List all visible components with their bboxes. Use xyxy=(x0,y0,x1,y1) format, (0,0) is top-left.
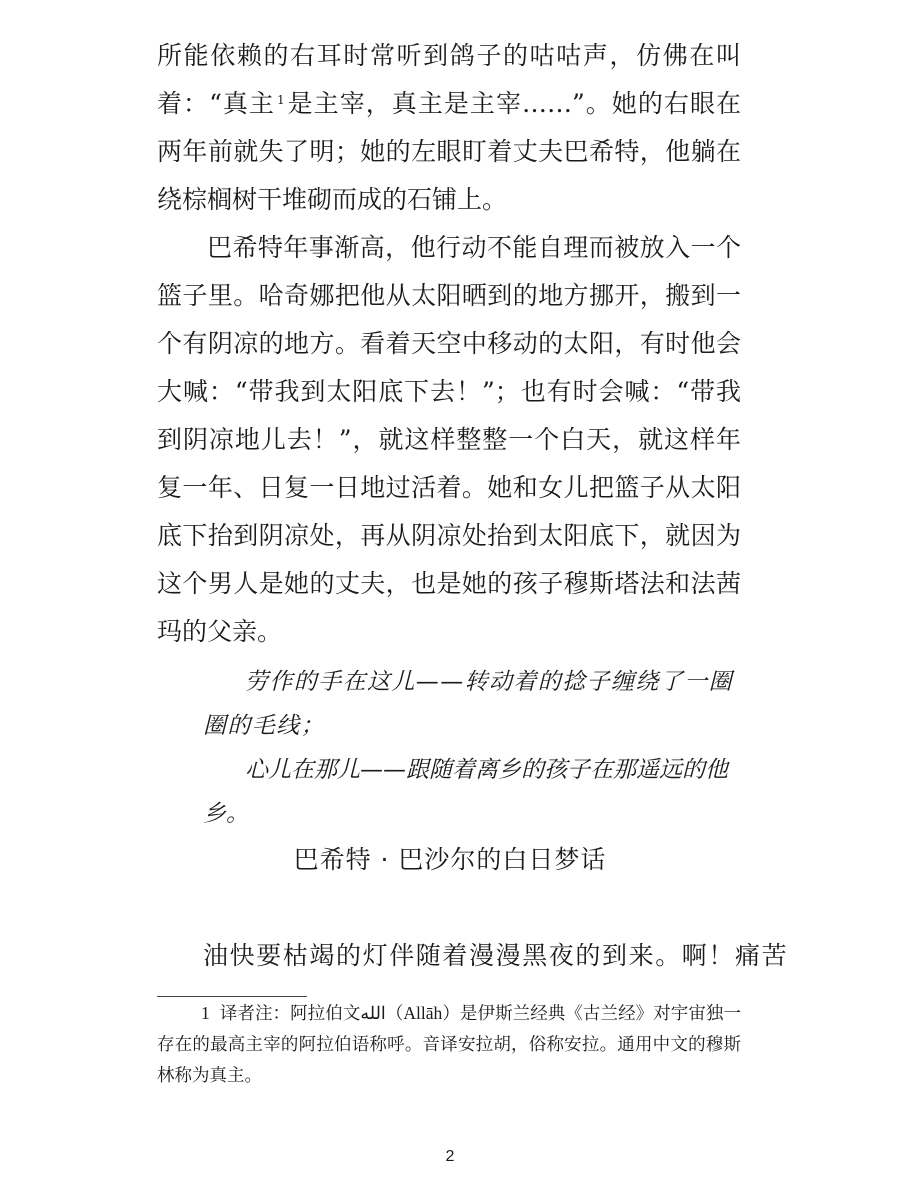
footnote-text-end: （Allāh）是伊斯兰经典《古兰经》对宇宙独一存在的最高主宰的阿拉伯语称呼。音译安拉胡，俗称安拉。通用中文的穆斯林称为真主。 xyxy=(157,1003,741,1085)
poem-line-2: 心儿在那儿——跟随着离乡的孩子在那遥远的他乡。 xyxy=(203,757,728,827)
footnote-reference[interactable]: 1 xyxy=(276,93,285,107)
poem-line-1: 劳作的手在这儿——转动着的捻子缠绕了一圈圈的毛线； xyxy=(203,669,733,739)
body-paragraph-3: 油快要枯竭的灯伴随着漫漫黑夜的到来。啊！痛苦 xyxy=(203,941,789,970)
footnote-arabic-word: الله xyxy=(360,1003,386,1023)
footnote-text-start: 译者注：阿拉伯文 xyxy=(219,1003,361,1023)
body-paragraph-1 xyxy=(157,32,741,224)
footnote-divider xyxy=(157,996,307,997)
body-paragraph-2: 巴希特年事渐高，他行动不能自理而被放入一个篮子里。哈奇娜把他从太阳晒到的地方挪开，搬到一个有阴凉的地方。看着天空中移动的太阳，有时他会大喊：“带我到太阳底下去！”；也有时会喊：“带我到阴凉地儿去！”，就这样整整一个白天，就这样年复一年、日复一日地过活着。她和女儿把篮子从太阳底下抬到阴凉处，再从阴凉处抬到太阳底下，就因为这个男人是她的丈夫，也是她的孩子穆斯塔法和法茜玛的父亲。 xyxy=(157,233,741,646)
page-number: 2 xyxy=(445,1148,455,1165)
paragraph-1-text-start: 所能依赖的右耳时常听到鸽子的咕咕声，仿佛在叫着：“真主 xyxy=(157,41,741,118)
poem-block xyxy=(203,660,748,836)
footnote-number: 1 xyxy=(201,1003,210,1023)
footnote xyxy=(157,998,741,1091)
section-title: 巴希特 · 巴沙尔的白日梦话 xyxy=(293,845,607,874)
paragraph-1-text-end: 是主宰，真主是主宰……”。她的右眼在两年前就失了明；她的左眼盯着丈夫巴希特，他躺在绕棕榈树干堆砌而成的石铺上。 xyxy=(157,89,741,214)
